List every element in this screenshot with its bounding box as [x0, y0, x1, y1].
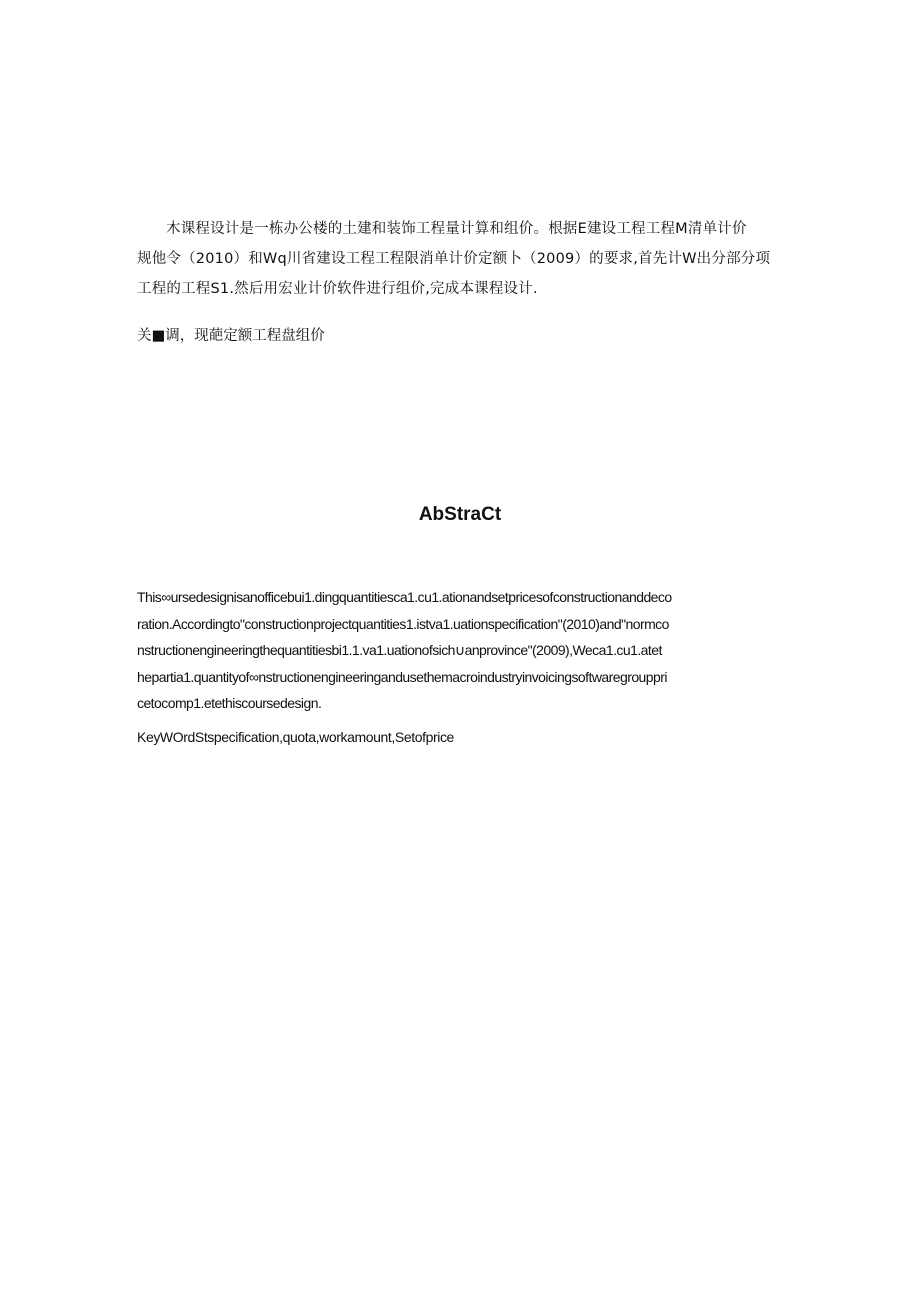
english-keywords: KeyWOrdStspecification,quota,workamount,Setofprice — [137, 729, 454, 745]
english-abstract-line-4: hepartia1.quantityof∞nstructionengineeringandusethemacroindustryinvoicingsoftwaregrouppri — [137, 668, 667, 685]
english-abstract-line-3: nstructionengineeringthequantitiesbi1.1.va1.uationofsich∪anprovince"(2009),Weca1.cu1.atet — [137, 642, 662, 658]
chinese-abstract-line-2: 规他令（2010）和Wq川省建设工程工程限消单计价定额卜（2009）的要求,首先计W出分部分项 — [137, 251, 771, 267]
english-abstract — [137, 584, 797, 717]
english-abstract-line-1: This∞ursedesignisanofficebui1.dingquantitiesca1.cu1.ationandsetpricesofconstructionanddeco — [137, 589, 672, 605]
abstract-heading: AbStraCt — [418, 504, 502, 525]
english-abstract-line-2: ration.Accordingto"constructionprojectquantities1.istva1.uationspecification"(2010)and"normco — [137, 615, 669, 632]
english-abstract-line-5: cetocomp1.etethiscoursedesign. — [137, 695, 322, 711]
chinese-abstract-line-1: 木课程设计是一栋办公楼的土建和装饰工程量计算和组价。根据E建设工程工程M清单计价 — [166, 221, 747, 237]
chinese-keywords: 关■调，现葩定额工程盘组价 — [137, 328, 325, 344]
chinese-abstract-line-3: 工程的工程S1.然后用宏业计价软件进行组价,完成本课程设计. — [137, 281, 538, 297]
chinese-abstract — [137, 214, 787, 304]
